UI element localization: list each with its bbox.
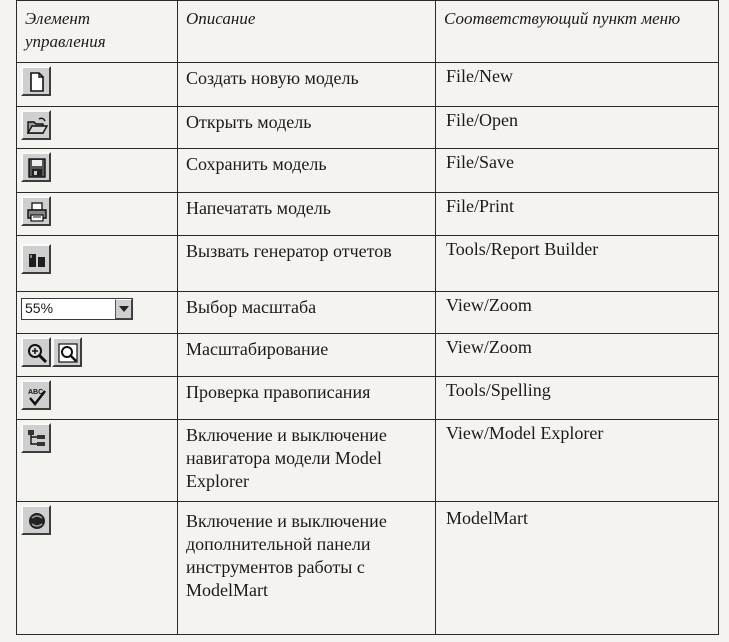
zoom-select-value: 55%	[25, 300, 54, 316]
table-row	[17, 377, 719, 420]
menu-cell: File/Open	[436, 107, 719, 149]
control-cell	[17, 149, 178, 193]
report-builder-icon[interactable]	[21, 244, 51, 274]
menu-cell: File/Save	[436, 149, 719, 193]
zoom-in-icon[interactable]	[21, 337, 51, 367]
table-row	[17, 236, 719, 292]
table-header-row	[17, 1, 719, 63]
table-row	[17, 107, 719, 149]
control-cell	[17, 377, 178, 420]
description-cell: Проверка правописания	[178, 377, 436, 420]
header-menu-label: Соответствующий пункт меню	[444, 9, 681, 28]
description-cell: Вызвать генератор отчетов	[178, 236, 436, 292]
menu-cell: Tools/Spelling	[436, 377, 719, 420]
menu-cell: View/Model Explorer	[436, 420, 719, 502]
zoom-select[interactable]	[21, 298, 133, 320]
zoom-fit-icon[interactable]	[52, 337, 82, 367]
description-cell: Выбор масштаба	[178, 292, 436, 334]
toolbar-reference-table	[16, 0, 719, 635]
menu-cell: View/Zoom	[436, 334, 719, 377]
description-cell: Создать новую модель	[178, 63, 436, 107]
control-cell	[17, 292, 178, 334]
control-cell	[17, 193, 178, 236]
description-cell: Включение и выключение дополнительной панели инструментов работы с ModelMart	[178, 502, 436, 635]
menu-cell: View/Zoom	[436, 292, 719, 334]
menu-cell: ModelMart	[436, 502, 719, 635]
table-row	[17, 334, 719, 377]
description-cell: Напечатать модель	[178, 193, 436, 236]
control-cell	[17, 63, 178, 107]
description-cell: Масштабирование	[178, 334, 436, 377]
open-model-icon[interactable]	[21, 110, 51, 140]
control-cell	[17, 236, 178, 292]
header-description-label: Описание	[186, 9, 256, 28]
print-model-icon[interactable]	[21, 196, 51, 226]
table-row	[17, 292, 719, 334]
menu-cell: File/Print	[436, 193, 719, 236]
svg-text:ABC: ABC	[28, 389, 44, 396]
description-cell: Включение и выключение навигатора модели Model Explorer	[178, 420, 436, 502]
header-menu	[436, 1, 719, 63]
control-cell	[17, 420, 178, 502]
table-row	[17, 420, 719, 502]
description-cell: Открыть модель	[178, 107, 436, 149]
table-row	[17, 63, 719, 107]
control-cell	[17, 107, 178, 149]
header-control-label: Элемент управления	[25, 9, 106, 51]
description-cell: Сохранить модель	[178, 149, 436, 193]
header-description	[178, 1, 436, 63]
chevron-down-icon[interactable]	[115, 299, 132, 319]
control-cell	[17, 502, 178, 635]
table-row	[17, 502, 719, 635]
control-cell	[17, 334, 178, 377]
menu-cell: File/New	[436, 63, 719, 107]
spelling-icon[interactable]	[21, 380, 51, 410]
menu-cell: Tools/Report Builder	[436, 236, 719, 292]
modelmart-icon[interactable]	[21, 505, 51, 535]
table-row	[17, 193, 719, 236]
save-model-icon[interactable]	[21, 152, 51, 182]
model-explorer-icon[interactable]	[21, 423, 51, 453]
header-control	[17, 1, 178, 63]
new-model-icon[interactable]	[21, 66, 51, 96]
table-row	[17, 149, 719, 193]
